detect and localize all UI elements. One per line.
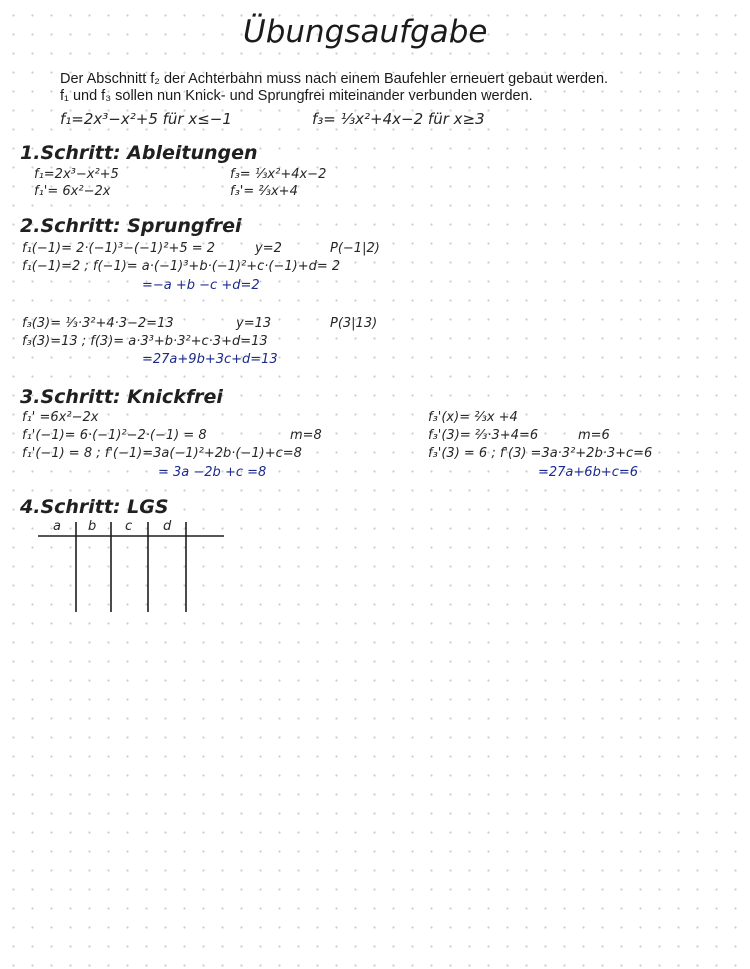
step2-point-2: P(3|13): [330, 316, 378, 331]
step2-line-1: f₁(−1)= 2·(−1)³−(−1)²+5 = 2: [22, 241, 216, 256]
step1-f1: f₁=2x³−x²+5: [34, 167, 119, 182]
step2-y-value-2: y=13: [236, 316, 272, 331]
step1-f1-derivative: f₁'= 6x²−2x: [34, 184, 111, 199]
page-title: Übungsaufgabe: [243, 14, 488, 50]
lgs-column-b: b: [88, 519, 97, 534]
step2-point-1: P(−1|2): [330, 241, 380, 256]
intro-line-1: Der Abschnitt f₂ der Achterbahn muss nach einem Baufehler erneuert gebaut werden.: [60, 71, 609, 87]
step3-f3-derivative: f₃'(x)= ⅔x +4: [428, 410, 518, 425]
step3-m-6: m=6: [578, 428, 610, 443]
lgs-column-a: a: [53, 519, 61, 534]
step2-heading: 2.Schritt: Sprungfrei: [20, 215, 242, 237]
step2-line-4: f₃(3)= ⅓·3²+4·3−2=13: [22, 316, 174, 331]
step3-f1-derivative: f₁' =6x²−2x: [22, 410, 99, 425]
step3-heading: 3.Schritt: Knickfrei: [20, 386, 223, 408]
step3-f3-slope: f₃'(3)= ⅔·3+4=6: [428, 428, 539, 443]
step4-heading: 4.Schritt: LGS: [20, 496, 169, 518]
step3-m-8: m=8: [290, 428, 322, 443]
lgs-column-c: c: [125, 519, 133, 534]
step2-y-value-1: y=2: [255, 241, 282, 256]
step2-line-5: f₃(3)=13 ; f(3)= a·3³+b·3²+c·3+d=13: [22, 334, 268, 349]
step1-f3-derivative: f₃'= ⅔x+4: [230, 184, 298, 199]
f3-definition: f₃= ⅓x²+4x−2 für x≥3: [312, 110, 485, 128]
step2-equation-1: =−a +b −c +d=2: [142, 278, 260, 293]
step2-equation-2: =27a+9b+3c+d=13: [142, 352, 278, 367]
step3-equation-2: =27a+6b+c=6: [538, 465, 639, 480]
step3-f1-slope: f₁'(−1)= 6·(−1)²−2·(−1) = 8: [22, 428, 207, 443]
step3-f1-condition: f₁'(−1) = 8 ; f'(−1)=3a(−1)²+2b·(−1)+c=8: [22, 446, 302, 461]
step1-f3: f₃= ⅓x²+4x−2: [230, 167, 327, 182]
step2-line-2: f₁(−1)=2 ; f(−1)= a·(−1)³+b·(−1)²+c·(−1)+d= 2: [22, 259, 341, 274]
step1-heading: 1.Schritt: Ableitungen: [20, 142, 258, 164]
f1-definition: f₁=2x³−x²+5 für x≤−1: [60, 110, 232, 128]
step3-equation-1: = 3a −2b +c =8: [158, 465, 267, 480]
intro-line-2: f₁ und f₃ sollen nun Knick- und Sprungfrei miteinander verbunden werden.: [60, 88, 533, 104]
lgs-column-d: d: [163, 519, 172, 534]
step3-f3-condition: f₃'(3) = 6 ; f'(3) =3a·3²+2b·3+c=6: [428, 446, 653, 461]
